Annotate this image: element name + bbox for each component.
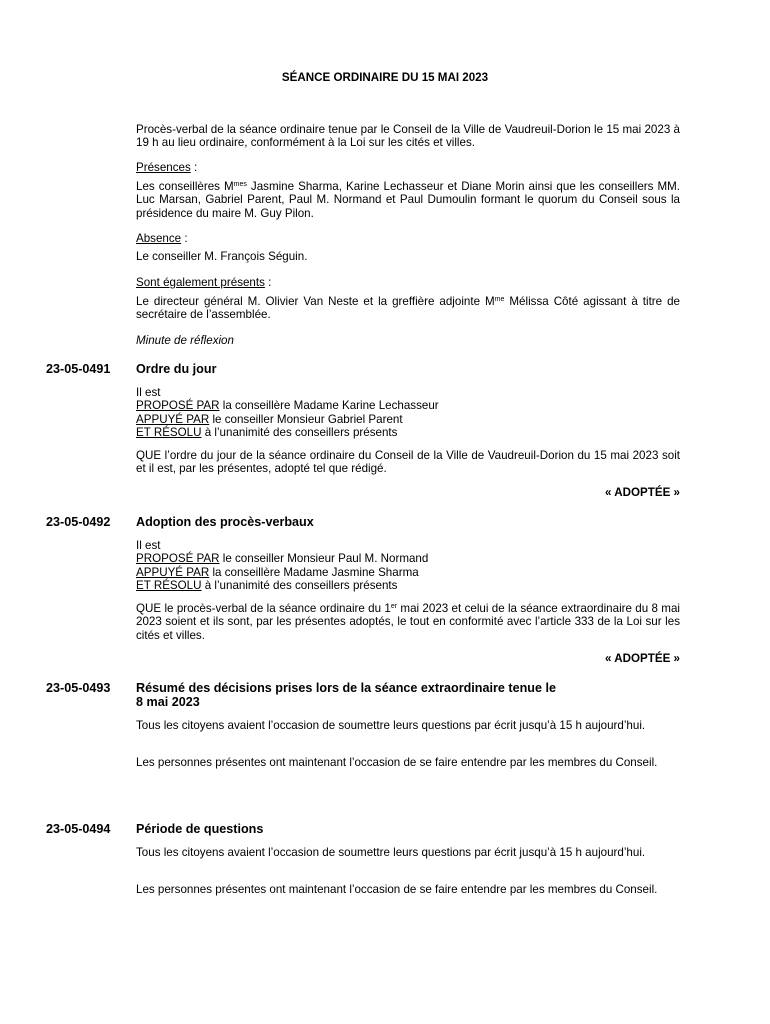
resolution-paragraph: Tous les citoyens avaient l’occasion de soumettre leurs questions par écrit jusqu’à 15 h aujourd’hui. — [136, 846, 646, 859]
resolu-line: ET RÉSOLU à l’unanimité des conseillers présents — [136, 426, 398, 440]
resolution-title: Ordre du jour — [136, 362, 217, 376]
resolution-paragraph: Tous les citoyens avaient l’occasion de soumettre leurs questions par écrit jusqu’à 15 h aujourd’hui. — [136, 719, 646, 732]
presences-label: Présences — [136, 161, 191, 174]
presences-text: Les conseillères $M^{mes}$ Jasmine Sharma, Karine Lechasseur et Diane Morin ainsi que les conseillers MM. Luc Marsan, Gabriel Parent, Paul M. Normand et Paul Dumoulin formant le quorum du Conseil sous la présidence du maire M. Guy Pilon. — [136, 180, 680, 220]
propose-line: PROPOSÉ PAR la conseillère Madame Karine Lechasseur — [136, 399, 439, 413]
que-paragraph: QUE l’ordre du jour de la séance ordinaire du Conseil de la Ville de Vaudreuil-Dorion du 15 mai 2023 soit et il est, par les présentes, adopté tel que rédigé. — [136, 449, 680, 476]
adoptee-label: « ADOPTÉE » — [605, 652, 680, 665]
absence-text: Le conseiller M. François Séguin. — [136, 250, 308, 263]
also-present-label: Sont également présents — [136, 276, 265, 289]
resolution-number: 23-05-0494 — [46, 822, 111, 836]
resolution-number: 23-05-0491 — [46, 362, 111, 376]
appuye-line: APPUYÉ PAR le conseiller Monsieur Gabriel Parent — [136, 412, 403, 426]
adoptee-label: « ADOPTÉE » — [605, 486, 680, 499]
also-present-heading: Sont également présents : — [136, 276, 272, 289]
appuye-line: APPUYÉ PAR la conseillère Madame Jasmine Sharma — [136, 565, 419, 579]
propose-line: PROPOSÉ PAR le conseiller Monsieur Paul M. Normand — [136, 552, 429, 566]
motion-block — [136, 539, 680, 593]
resolution-number: 23-05-0493 — [46, 681, 111, 695]
also-present-text: Le directeur général M. Olivier Van Neste et la greffière adjointe $M^{me}$ Mélissa Côté agissant à titre de secrétaire de l’assemblée. — [136, 295, 681, 322]
intro-paragraph: Procès-verbal de la séance ordinaire tenue par le Conseil de la Ville de Vaudreuil-Dorion le 15 mai 2023 à 19 h au lieu ordinaire, conformément à la Loi sur les cités et villes. — [136, 123, 680, 150]
presences-heading: Présences : — [136, 161, 198, 174]
minute-reflexion: Minute de réflexion — [136, 334, 234, 347]
absence-label: Absence — [136, 232, 182, 245]
motion-block — [136, 386, 680, 440]
resolution-title: Période de questions — [136, 822, 264, 836]
que-paragraph: QUE le procès-verbal de la séance ordinaire du 1er mai 2023 et celui de la séance extraordinaire du 8 mai 2023 soient et ils sont, par les présentes adoptés, le tout en conformité avec l’article 333 de la Loi sur les cités et villes. — [136, 602, 680, 642]
il-est: Il est — [136, 539, 161, 552]
page-title: SÉANCE ORDINAIRE DU 15 MAI 2023 — [281, 71, 489, 84]
resolution-title: Adoption des procès-verbaux — [136, 515, 314, 529]
resolution-number: 23-05-0492 — [46, 515, 111, 529]
resolution-title: Résumé des décisions prises lors de la séance extraordinaire tenue le 8 mai 2023 — [136, 681, 556, 709]
resolution-paragraph: Les personnes présentes ont maintenant l’occasion de se faire entendre par les membres du Conseil. — [136, 883, 658, 896]
resolution-paragraph: Les personnes présentes ont maintenant l’occasion de se faire entendre par les membres du Conseil. — [136, 756, 658, 769]
absence-heading: Absence : — [136, 232, 188, 245]
il-est: Il est — [136, 386, 161, 399]
resolu-line: ET RÉSOLU à l’unanimité des conseillers présents — [136, 579, 398, 593]
